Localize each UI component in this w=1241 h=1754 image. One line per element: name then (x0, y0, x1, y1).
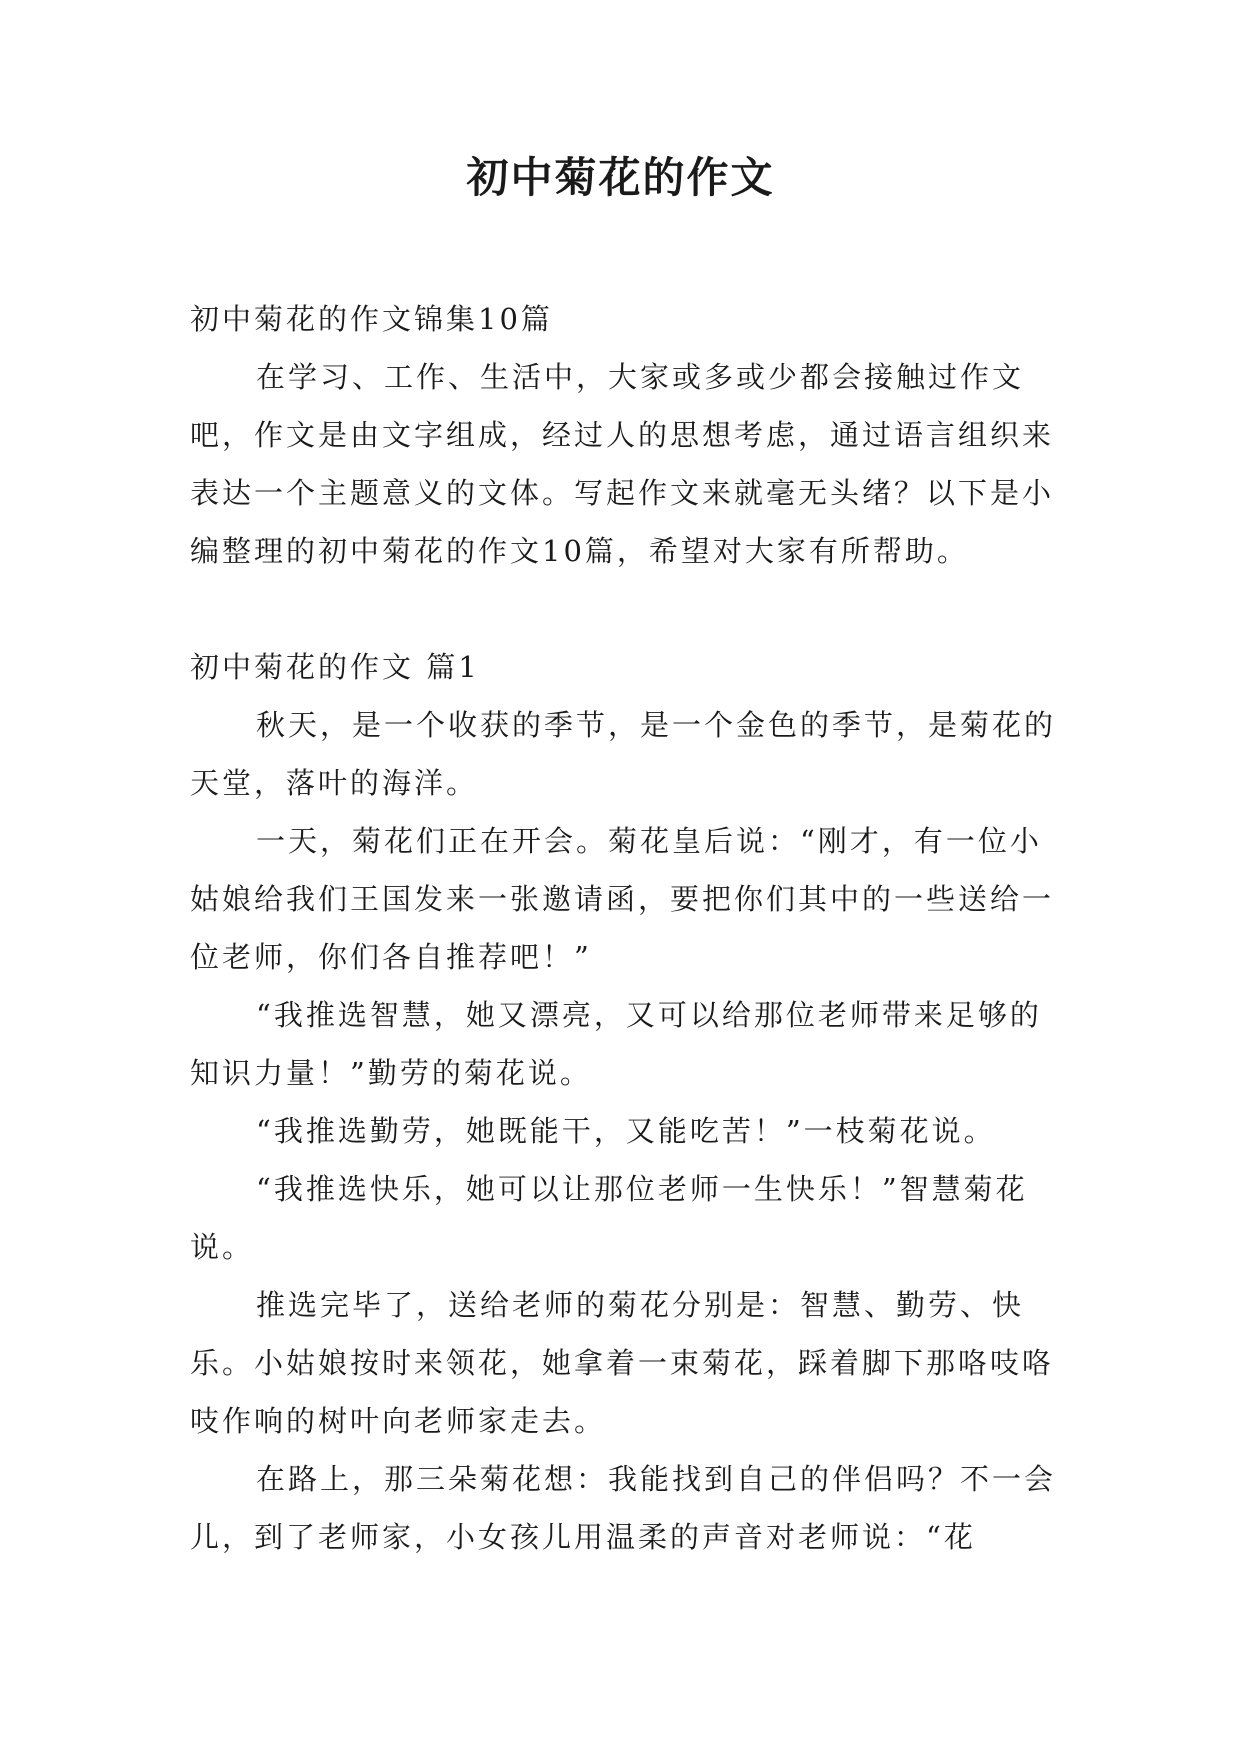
body-paragraph: 一天，菊花们正在开会。菊花皇后说：“刚才，有一位小姑娘给我们王国发来一张邀请函，要把你们其中的一些送给一位老师，你们各自推荐吧！” (190, 824, 1055, 974)
section-heading: 初中菊花的作文 篇1 (190, 650, 480, 684)
body-paragraph: “我推选智慧，她又漂亮，又可以给那位老师带来足够的知识力量！”勤劳的菊花说。 (190, 998, 1042, 1090)
document-title: 初中菊花的作文 (466, 153, 775, 202)
body-paragraph: 推选完毕了，送给老师的菊花分别是：智慧、勤劳、快乐。小姑娘按时来领花，她拿着一束菊花，踩着脚下那咯吱咯吱作响的树叶向老师家走去。 (190, 1288, 1055, 1438)
section-spacer (190, 580, 1070, 638)
document-body (190, 290, 1070, 1566)
body-paragraph: 秋天，是一个收获的季节，是一个金色的季节，是菊花的天堂，落叶的海洋。 (190, 708, 1057, 800)
intro-paragraph: 在学习、工作、生活中，大家或多或少都会接触过作文吧，作文是由文字组成，经过人的思想考虑，通过语言组织来表达一个主题意义的文体。写起作文来就毫无头绪？以下是小编整理的初中菊花的作文10篇，希望对大家有所帮助。 (190, 360, 1055, 568)
document-subtitle: 初中菊花的作文锦集10篇 (190, 302, 553, 336)
body-paragraph: “我推选勤劳，她既能干，又能吃苦！”一枝菊花说。 (256, 1114, 996, 1148)
body-paragraph: 在路上，那三朵菊花想：我能找到自己的伴侣吗？不一会儿，到了老师家，小女孩儿用温柔的声音对老师说：“花 (190, 1462, 1057, 1554)
body-paragraph: “我推选快乐，她可以让那位老师一生快乐！”智慧菊花说。 (190, 1172, 1028, 1264)
